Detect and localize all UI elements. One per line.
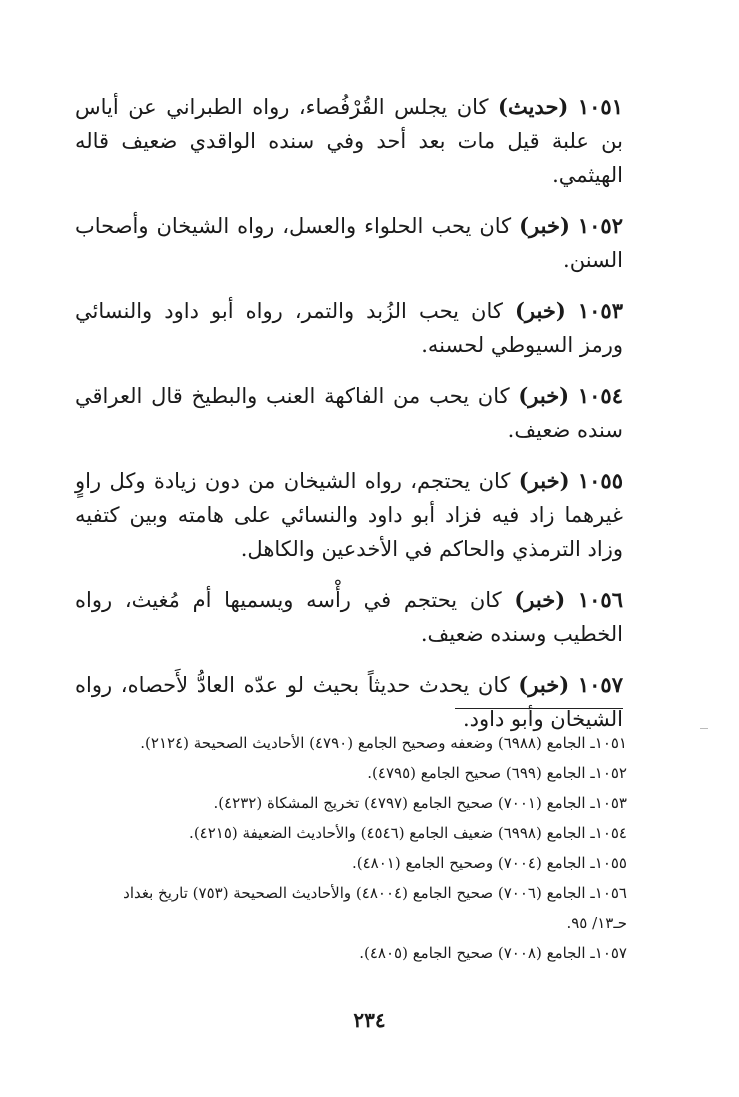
entry-tag: (خبر) <box>518 383 570 408</box>
hadith-entry <box>75 294 623 362</box>
scan-mark <box>700 728 708 729</box>
entry-number: ١٠٥٢ <box>577 213 623 238</box>
entry-text: كان يحب الزُبد والتمر، رواه أبو داود والنسائي ورمز السيوطي لحسنه. <box>75 299 623 357</box>
entry-number: ١٠٥٤ <box>577 383 623 408</box>
hadith-entry <box>75 379 623 447</box>
entry-text: كان يحب الحلواء والعسل، رواه الشيخان وأصحاب السنن. <box>75 214 623 272</box>
footnote-line: ١٠٥١ـ الجامع (٦٩٨٨) وضعفه وصحيح الجامع (٤٧٩٠) الأحاديث الصحيحة (٢١٢٤). <box>140 734 627 752</box>
entry-number: ١٠٥٣ <box>577 298 623 323</box>
entry-tag: (خبر) <box>514 587 566 612</box>
entry-text: كان يحدث حديثاً بحيث لو عدّه العادُّ لأَحصاه، رواه الشيخان وأبو داود. <box>75 673 623 731</box>
entry-text: كان يحتجم، رواه الشيخان من دون زيادة وكل راوٍ غيرهما زاد فيه فزاد أبو داود والنسائي على هامته وبين كتفيه وزاد الترمذي والحاكم في الأخدعين والكاهل. <box>75 469 623 561</box>
entry-text: كان يجلس القُرْفُصاء، رواه الطبراني عن أياس بن علبة قيل مات بعد أحد وفي سنده الواقدي ضعيف قاله الهيثمي. <box>75 95 623 187</box>
footnotes <box>87 728 627 968</box>
entry-tag: (خبر) <box>518 672 570 697</box>
footnote-line: ١٠٥٢ـ الجامع (٦٩٩) صحيح الجامع (٤٧٩٥). <box>367 764 627 782</box>
entry-text: كان يحب من الفاكهة العنب والبطيخ قال العراقي سنده ضعيف. <box>75 384 623 442</box>
footnote-line: ١٠٥٣ـ الجامع (٧٠٠١) صحيح الجامع (٤٧٩٧) تخريج المشكاة (٤٢٣٢). <box>213 794 627 812</box>
hadith-entry <box>75 464 623 566</box>
entry-tag: (خبر) <box>514 298 566 323</box>
hadith-entry <box>75 90 623 192</box>
hadith-entry <box>75 583 623 651</box>
footnote-continuation: حـ١٣/ ٩٥. <box>566 914 627 932</box>
footnote-separator <box>455 708 623 709</box>
footnote-line: ١٠٥٦ـ الجامع (٧٠٠٦) صحيح الجامع (٤٨٠٠٤) والأحاديث الصحيحة (٧٥٣) تاريخ بغداد <box>123 884 627 902</box>
footnote-line: ١٠٥٤ـ الجامع (٦٩٩٨) ضعيف الجامع (٤٥٤٦) والأحاديث الضعيفة (٤٢١٥). <box>189 824 627 842</box>
footnote-line: ١٠٥٧ـ الجامع (٧٠٠٨) صحيح الجامع (٤٨٠٥). <box>359 944 627 962</box>
entry-tag: (خبر) <box>518 468 570 493</box>
entry-tag: (حديث) <box>498 94 569 119</box>
entry-tag: (خبر) <box>519 213 570 238</box>
page-number: ٢٣٤ <box>353 1008 386 1032</box>
hadith-entries <box>75 90 623 753</box>
entry-number: ١٠٥٥ <box>577 468 623 493</box>
entry-number: ١٠٥١ <box>577 94 623 119</box>
hadith-entry <box>75 209 623 277</box>
footnote-line: ١٠٥٥ـ الجامع (٧٠٠٤) وصحيح الجامع (٤٨٠١). <box>351 854 627 872</box>
hadith-entry <box>75 668 623 736</box>
entry-text: كان يحتجم في رأْسه ويسميها أم مُغيث، رواه الخطيب وسنده ضعيف. <box>75 588 623 646</box>
entry-number: ١٠٥٦ <box>577 587 623 612</box>
entry-number: ١٠٥٧ <box>577 672 623 697</box>
